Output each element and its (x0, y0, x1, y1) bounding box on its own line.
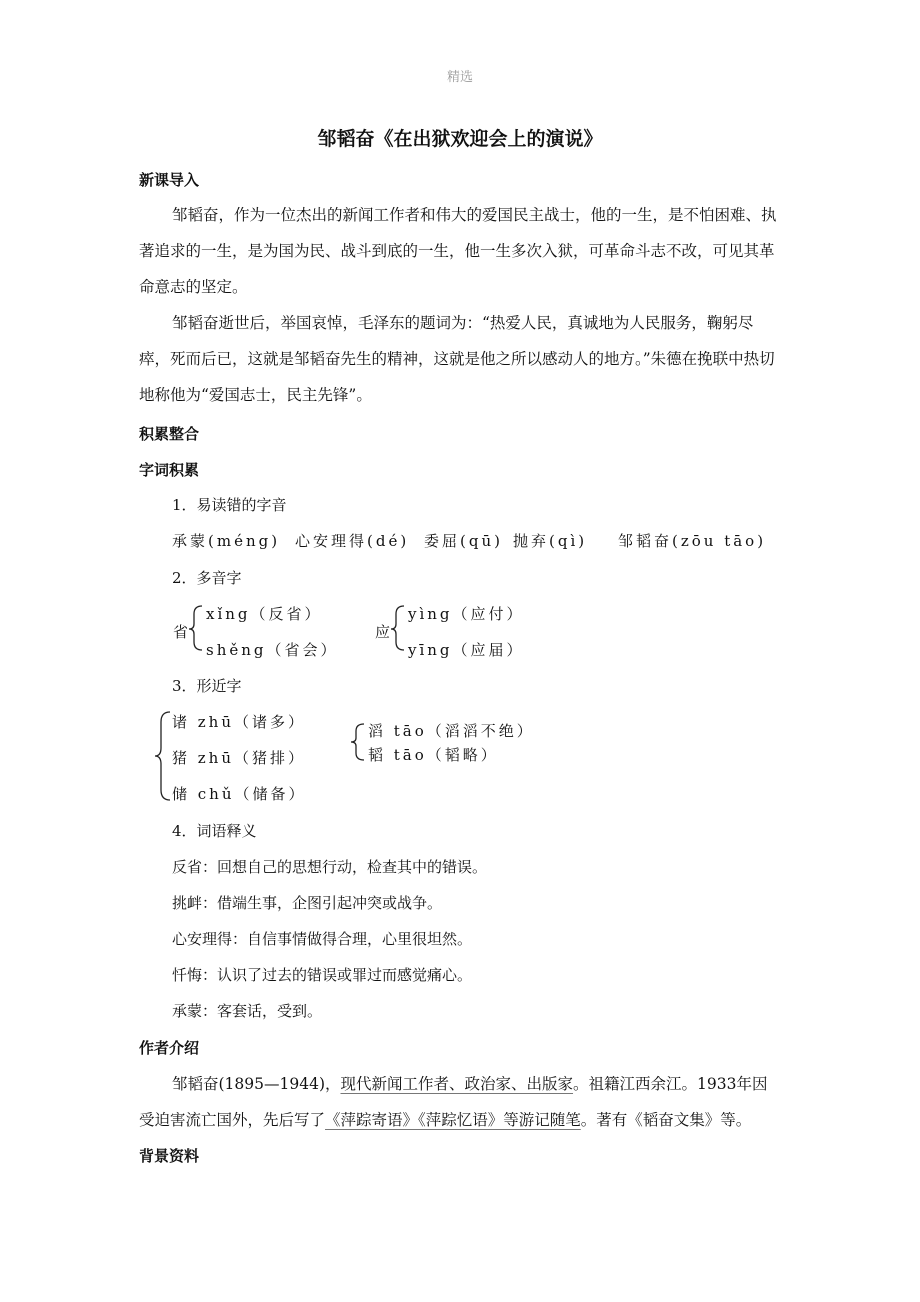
polyphone-reading: shěng（省会） (206, 641, 339, 659)
page-header: 精选 (446, 70, 473, 85)
polyphone-reading: xǐng（反省） (206, 605, 323, 623)
item1-heading: 1．易读错的字音 (172, 496, 287, 514)
item4-heading: 4．词语释义 (172, 822, 257, 840)
polyphone-char: 应 (375, 623, 391, 641)
item3-heading: 3．形近字 (172, 677, 242, 695)
author-text: 。著有《韬奋文集》等。 (580, 1111, 752, 1129)
polyphone-char: 省 (173, 623, 189, 641)
page-title: 邹韬奋《在出狱欢迎会上的演说》 (317, 128, 603, 150)
pronunciation-word: 承蒙(méng) (172, 532, 281, 550)
similar-char-entry: 储 chǔ（储备） (172, 785, 307, 803)
author-text: 邹韬奋(1895—1944)， (172, 1075, 341, 1093)
section-heading-accumulate: 积累整合 (139, 425, 200, 443)
definition-line: 反省：回想自己的思想行动，检查其中的错误。 (172, 858, 488, 876)
item2-heading: 2．多音字 (172, 569, 242, 587)
brace-bracket (188, 604, 204, 652)
intro-paragraph-2: 邹韬奋逝世后，举国哀悼，毛泽东的题词为：“热爱人民，真诚地为人民服务，鞠躬尽瘁，死而后已，这就是邹韬奋先生的精神，这就是他之所以感动人的地方。”朱德在挽联中热切地称他为“爱国志士，民主先锋”。 (139, 314, 775, 404)
section-heading-intro: 新课导入 (139, 171, 200, 189)
definition-line: 心安理得：自信事情做得合理，心里很坦然。 (172, 930, 473, 948)
author-occupation-underlined: 现代新闻工作者、政治家、出版家 (340, 1075, 574, 1093)
section-heading-vocab: 字词积累 (139, 461, 200, 479)
similar-char-entry: 滔 tāo（滔滔不绝） (368, 722, 535, 740)
author-works-underlined: 《萍踪寄语》《萍踪忆语》等游记随笔 (325, 1111, 581, 1129)
polyphone-reading: yìng（应付） (408, 605, 525, 623)
section-heading-author: 作者介绍 (139, 1039, 200, 1057)
pronunciation-word: 心安理得(dé) (295, 532, 410, 550)
author-paragraph (139, 1066, 781, 1138)
author-text: 。祖籍江西余江。1933年因受迫害流亡国外，先后写了 (139, 1075, 768, 1129)
pronunciation-word: 抛弃(qì) (513, 532, 588, 550)
pronunciation-word: 邹韬奋(zōu tāo) (618, 532, 767, 550)
brace-bracket (154, 710, 172, 802)
intro-paragraph-1: 邹韬奋，作为一位杰出的新闻工作者和伟大的爱国民主战士，他的一生，是不怕困难、执著追求的一生，是为国为民、战斗到底的一生，他一生多次入狱，可革命斗志不改，可见其革命意志的坚定。 (139, 206, 777, 296)
section-heading-background: 背景资料 (139, 1147, 200, 1165)
polyphone-reading: yīng（应届） (408, 641, 525, 659)
similar-char-entry: 猪 zhū（猪排） (172, 749, 306, 767)
pronunciation-word: 委屈(qū) (424, 532, 503, 550)
definition-line: 承蒙：客套话，受到。 (172, 1002, 323, 1020)
brace-bracket (390, 604, 406, 652)
similar-char-entry: 韬 tāo（韬略） (368, 746, 499, 764)
definition-line: 忏悔：认识了过去的错误或罪过而感觉痛心。 (172, 966, 473, 984)
definition-line: 挑衅：借端生事，企图引起冲突或战争。 (172, 894, 443, 912)
similar-char-entry: 诸 zhū（诸多） (172, 713, 306, 731)
brace-bracket (350, 722, 366, 762)
